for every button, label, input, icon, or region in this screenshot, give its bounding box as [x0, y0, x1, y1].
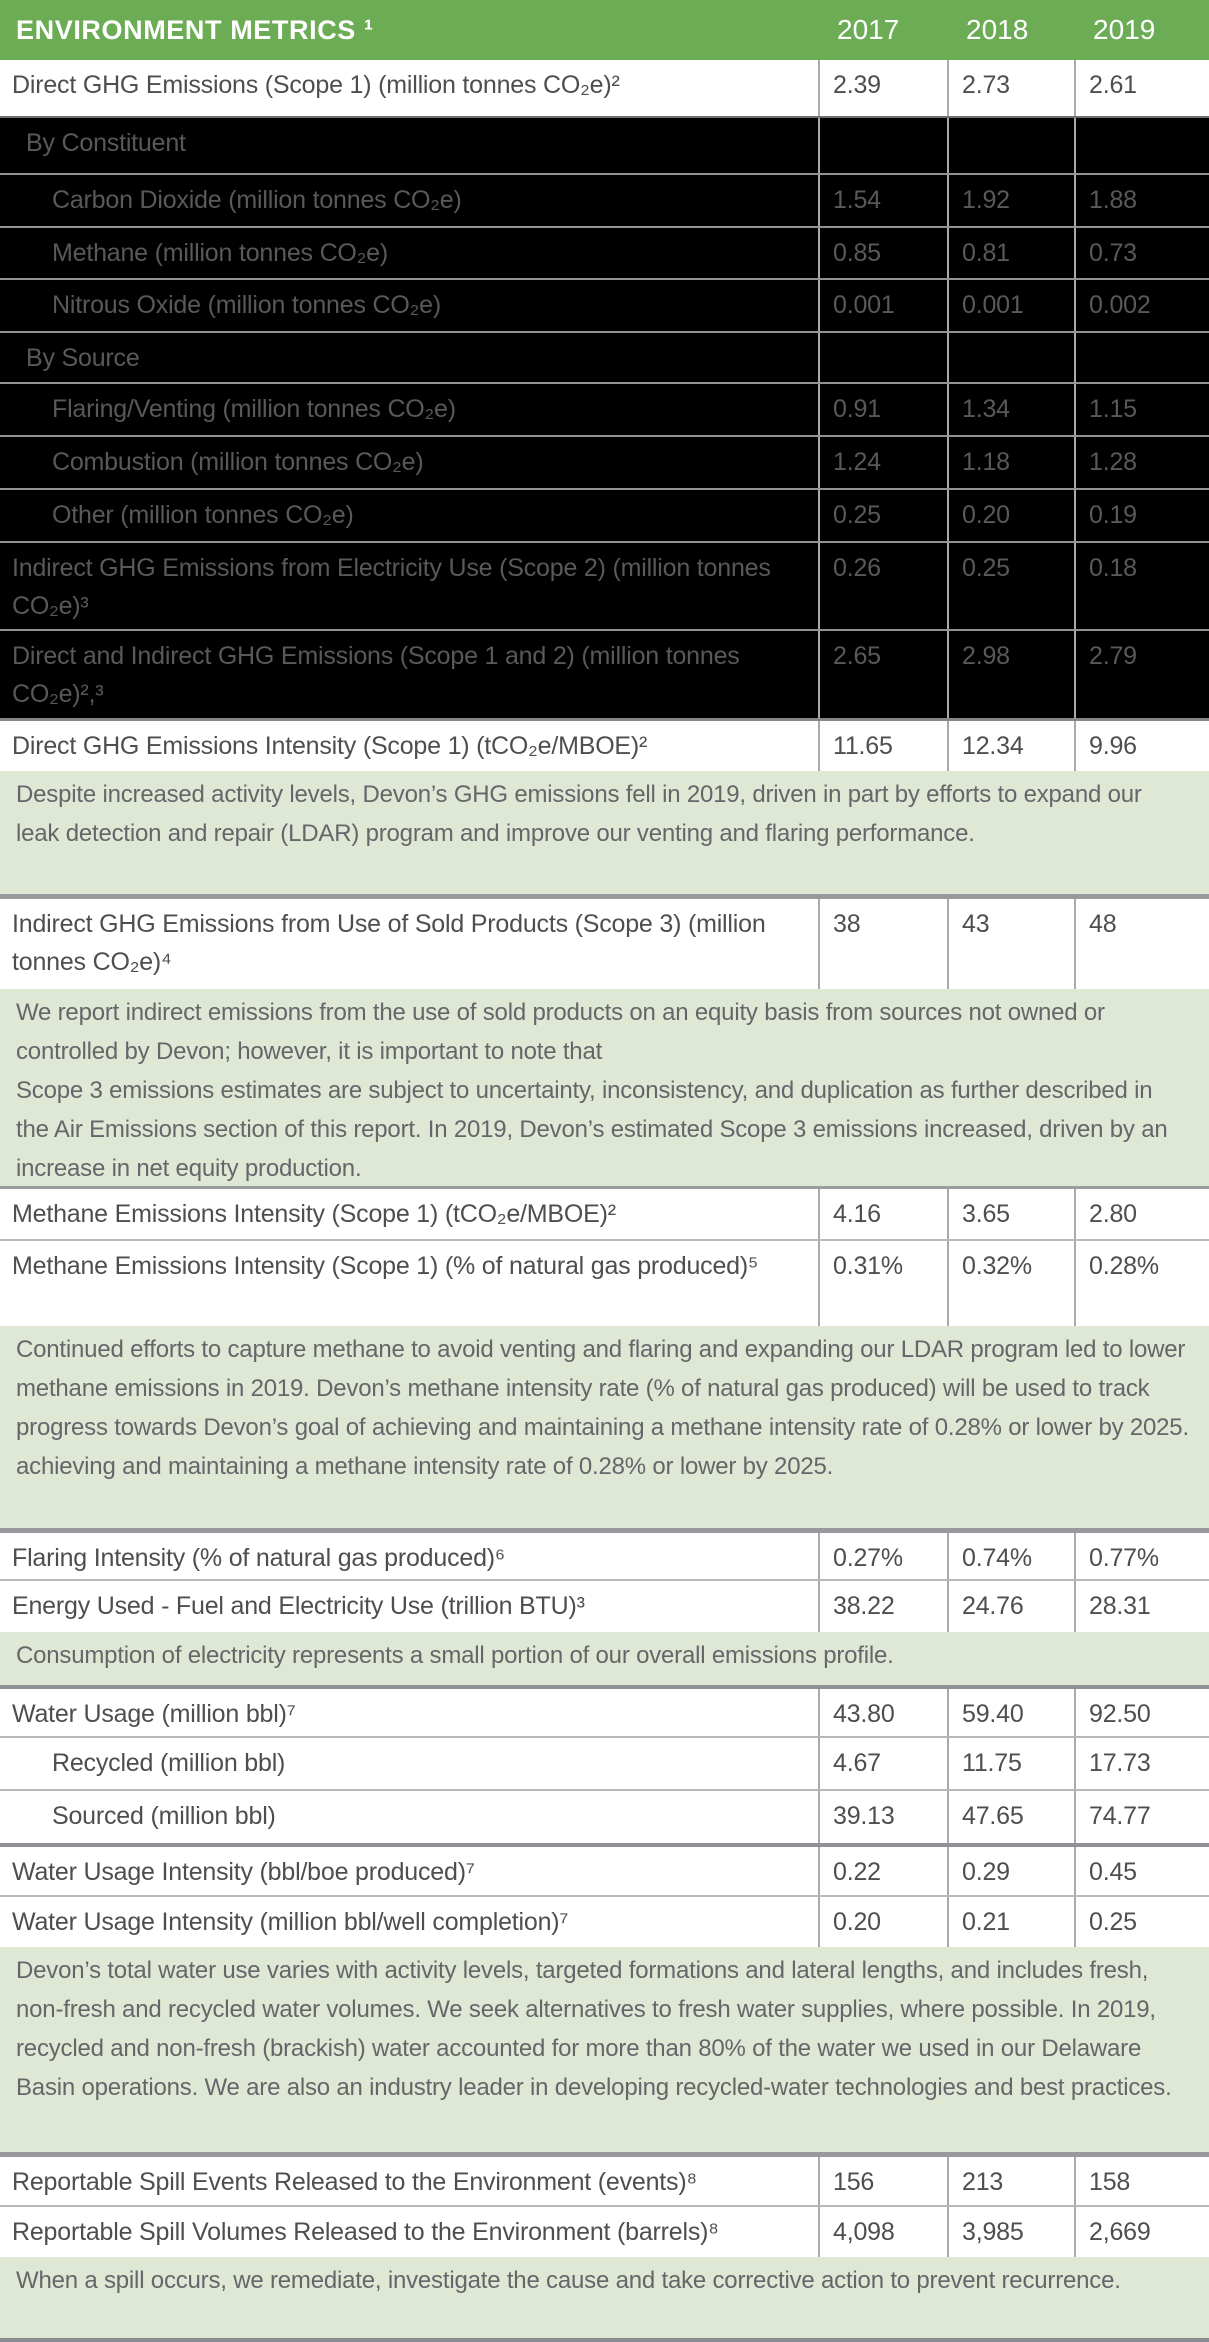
- metric-value-2019: [1074, 118, 1209, 173]
- note-text: We report indirect emissions from the use of sold products on an equity basis from sources not owned or controlled by Devon; however, it is important to note that: [16, 999, 1105, 1065]
- metric-value-2019: 1.88: [1074, 175, 1209, 226]
- note-text: Despite increased activity levels, Devon’s GHG emissions fell in 2019, driven in part by efforts to expand our leak detection and repair (LDAR) program and improve our venting and flaring performance.: [16, 781, 1142, 847]
- metric-value-2018: 1.92: [947, 175, 1074, 226]
- note-text: Continued efforts to capture methane to avoid venting and flaring and expanding our LDAR program led to lower methane emissions in 2019. Devon’s methane intensity rate (% of natural gas produced) will be used to track progress towards Devon’s goal of achieving and maintaining a methane intensity rate of 0.28% or lower by 2025. achieving and maintaining a methane intensity rate of 0.28% or lower by 2025.: [16, 1336, 1189, 1480]
- metric-value-2019: 1.15: [1074, 384, 1209, 435]
- metric-label: Methane Emissions Intensity (Scope 1) (% of natural gas produced)⁵: [12, 1252, 759, 1280]
- metric-value-2019: 0.18: [1074, 543, 1209, 629]
- table-row: [0, 278, 1209, 331]
- metric-label: Carbon Dioxide (million tonnes CO₂e): [52, 186, 462, 214]
- metric-value-2017: 0.20: [818, 1897, 947, 1947]
- metric-label: Water Usage Intensity (bbl/boe produced)⁷: [12, 1858, 475, 1886]
- metric-value-2018: 11.75: [947, 1738, 1074, 1789]
- table-row: [0, 718, 1209, 771]
- header-year-2017: 2017: [837, 14, 900, 45]
- table-row: [0, 541, 1209, 629]
- note-row: [0, 989, 1209, 1186]
- metric-label: Combustion (million tonnes CO₂e): [52, 448, 424, 476]
- metric-label: Energy Used - Fuel and Electricity Use (trillion BTU)³: [12, 1592, 585, 1620]
- metric-value-2018: 0.20: [947, 490, 1074, 541]
- metric-label: Flaring/Venting (million tonnes CO₂e): [52, 395, 456, 423]
- metric-value-2018: 0.32%: [947, 1241, 1074, 1326]
- table-row: [0, 435, 1209, 488]
- metric-value-2018: 59.40: [947, 1689, 1074, 1736]
- metric-value-2018: 0.29: [947, 1847, 1074, 1895]
- metric-label: Reportable Spill Events Released to the Environment (events)⁸: [12, 2168, 697, 2196]
- metric-label: Reportable Spill Volumes Released to the Environment (barrels)⁸: [12, 2218, 719, 2246]
- metric-value-2017: 0.91: [818, 384, 947, 435]
- metric-label: Direct GHG Emissions Intensity (Scope 1) (tCO₂e/MBOE)²: [12, 732, 648, 760]
- metric-value-2018: 1.34: [947, 384, 1074, 435]
- metric-label: Indirect GHG Emissions from Use of Sold Products (Scope 3) (million tonnes CO₂e)⁴: [12, 910, 766, 976]
- metric-value-2017: [818, 333, 947, 382]
- metric-value-2018: 3,985: [947, 2207, 1074, 2257]
- header-year-2019: 2019: [1093, 14, 1156, 45]
- metric-value-2019: 74.77: [1074, 1791, 1209, 1843]
- metric-value-2017: 38: [818, 899, 947, 989]
- metric-value-2019: 92.50: [1074, 1689, 1209, 1736]
- table-header-row: [0, 0, 1209, 60]
- metric-value-2019: 1.28: [1074, 437, 1209, 488]
- metric-value-2017: 0.31%: [818, 1241, 947, 1326]
- metric-value-2019: 2.80: [1074, 1189, 1209, 1239]
- metric-value-2019: 48: [1074, 899, 1209, 989]
- metric-value-2019: 17.73: [1074, 1738, 1209, 1789]
- metric-value-2018: 2.98: [947, 631, 1074, 718]
- metric-value-2017: 0.27%: [818, 1533, 947, 1579]
- note-text: Consumption of electricity represents a small portion of our overall emissions profile.: [16, 1642, 894, 1669]
- metric-value-2017: 2.39: [818, 60, 947, 116]
- metric-value-2017: 38.22: [818, 1581, 947, 1632]
- metric-value-2018: 0.81: [947, 228, 1074, 278]
- metric-label: Other (million tonnes CO₂e): [52, 501, 354, 529]
- metric-value-2017: 1.24: [818, 437, 947, 488]
- metric-value-2019: 2.79: [1074, 631, 1209, 718]
- table-row: [0, 382, 1209, 435]
- metric-value-2018: [947, 333, 1074, 382]
- metric-value-2018: 24.76: [947, 1581, 1074, 1632]
- metric-value-2019: 2,669: [1074, 2207, 1209, 2257]
- metric-value-2017: [818, 118, 947, 173]
- table-row: [0, 226, 1209, 278]
- metric-value-2018: 47.65: [947, 1791, 1074, 1843]
- metric-value-2017: 1.54: [818, 175, 947, 226]
- metric-value-2017: 4.67: [818, 1738, 947, 1789]
- metric-value-2018: 0.001: [947, 280, 1074, 331]
- metric-value-2019: 0.77%: [1074, 1533, 1209, 1579]
- metric-label: By Source: [26, 344, 140, 372]
- metric-value-2017: 0.001: [818, 280, 947, 331]
- header-year-2018: 2018: [966, 14, 1029, 45]
- section-row: [0, 331, 1209, 382]
- metric-value-2018: 43: [947, 899, 1074, 989]
- metric-label: Sourced (million bbl): [52, 1802, 276, 1830]
- table-row: [0, 894, 1209, 989]
- note-row: [0, 1632, 1209, 1685]
- note-text: Devon’s total water use varies with activity levels, targeted formations and lateral lengths, and includes fresh, non-fresh and recycled water volumes. We seek alternatives to fresh water supplies, where possible. In 2019, recycled and non-fresh (brackish) water accounted for more than 80% of the water we used in our Delaware Basin operations. We are also an industry leader in developing recycled-water technologies and best practices.: [16, 1957, 1172, 2101]
- note-row: [0, 1947, 1209, 2152]
- table-row: [0, 60, 1209, 116]
- metric-value-2019: 28.31: [1074, 1581, 1209, 1632]
- metric-value-2017: 156: [818, 2157, 947, 2205]
- table-row: [0, 1789, 1209, 1843]
- metric-value-2017: 11.65: [818, 721, 947, 771]
- metric-value-2017: 0.25: [818, 490, 947, 541]
- table-body: [0, 60, 1209, 2338]
- metric-label: Direct and Indirect GHG Emissions (Scope 1 and 2) (million tonnes CO₂e)²,³: [12, 642, 740, 708]
- table-row: [0, 488, 1209, 541]
- metric-value-2019: 0.28%: [1074, 1241, 1209, 1326]
- table-row: [0, 1579, 1209, 1632]
- metric-value-2018: 0.21: [947, 1897, 1074, 1947]
- metric-label: Methane Emissions Intensity (Scope 1) (tCO₂e/MBOE)²: [12, 1200, 616, 1228]
- table-row: [0, 629, 1209, 718]
- metric-value-2019: 2.61: [1074, 60, 1209, 116]
- metric-value-2019: 0.19: [1074, 490, 1209, 541]
- note-text: When a spill occurs, we remediate, investigate the cause and take corrective action to prevent recurrence.: [16, 2267, 1121, 2294]
- metric-value-2019: 0.73: [1074, 228, 1209, 278]
- note-text: Scope 3 emissions estimates are subject to uncertainty, inconsistency, and duplication as further described in the Air Emissions section of this report. In 2019, Devon’s estimated Scope 3 emissions increased, driven by an increase in net equity production.: [16, 1077, 1168, 1182]
- metric-value-2017: 39.13: [818, 1791, 947, 1843]
- metric-value-2018: 0.25: [947, 543, 1074, 629]
- table-row: [0, 1239, 1209, 1326]
- section-row: [0, 116, 1209, 173]
- metric-label: Recycled (million bbl): [52, 1749, 286, 1777]
- table-row: [0, 1186, 1209, 1239]
- table-row: [0, 1843, 1209, 1895]
- metric-label: Direct GHG Emissions (Scope 1) (million tonnes CO₂e)²: [12, 71, 620, 99]
- metric-value-2018: 3.65: [947, 1189, 1074, 1239]
- metric-value-2018: 1.18: [947, 437, 1074, 488]
- metric-value-2017: 0.22: [818, 1847, 947, 1895]
- table-row: [0, 1736, 1209, 1789]
- note-row: [0, 771, 1209, 894]
- metric-value-2018: 213: [947, 2157, 1074, 2205]
- metric-value-2017: 0.85: [818, 228, 947, 278]
- metric-value-2019: [1074, 333, 1209, 382]
- metric-label: By Constituent: [26, 129, 186, 157]
- metric-label: Indirect GHG Emissions from Electricity Use (Scope 2) (million tonnes CO₂e)³: [12, 554, 771, 620]
- metric-value-2017: 4.16: [818, 1189, 947, 1239]
- metric-value-2019: 0.002: [1074, 280, 1209, 331]
- metric-value-2019: 0.45: [1074, 1847, 1209, 1895]
- metric-value-2019: 0.25: [1074, 1897, 1209, 1947]
- metric-value-2018: 12.34: [947, 721, 1074, 771]
- note-row: [0, 1326, 1209, 1528]
- metric-value-2018: 0.74%: [947, 1533, 1074, 1579]
- table-row: [0, 2152, 1209, 2205]
- table-row: [0, 1895, 1209, 1947]
- metric-label: Flaring Intensity (% of natural gas produced)⁶: [12, 1544, 506, 1572]
- metric-value-2019: 9.96: [1074, 721, 1209, 771]
- table-row: [0, 1685, 1209, 1736]
- metric-value-2017: 2.65: [818, 631, 947, 718]
- metric-value-2017: 43.80: [818, 1689, 947, 1736]
- metric-value-2019: 158: [1074, 2157, 1209, 2205]
- metric-label: Methane (million tonnes CO₂e): [52, 239, 388, 267]
- table-title: ENVIRONMENT METRICS ¹: [16, 14, 374, 45]
- metric-value-2017: 4,098: [818, 2207, 947, 2257]
- table-row: [0, 173, 1209, 226]
- table-row: [0, 1528, 1209, 1579]
- metric-label: Water Usage Intensity (million bbl/well completion)⁷: [12, 1908, 569, 1936]
- metric-value-2018: 2.73: [947, 60, 1074, 116]
- table-row: [0, 2205, 1209, 2257]
- note-row: [0, 2257, 1209, 2338]
- metric-value-2018: [947, 118, 1074, 173]
- metric-label: Water Usage (million bbl)⁷: [12, 1700, 296, 1728]
- metric-label: Nitrous Oxide (million tonnes CO₂e): [52, 291, 441, 319]
- metric-value-2017: 0.26: [818, 543, 947, 629]
